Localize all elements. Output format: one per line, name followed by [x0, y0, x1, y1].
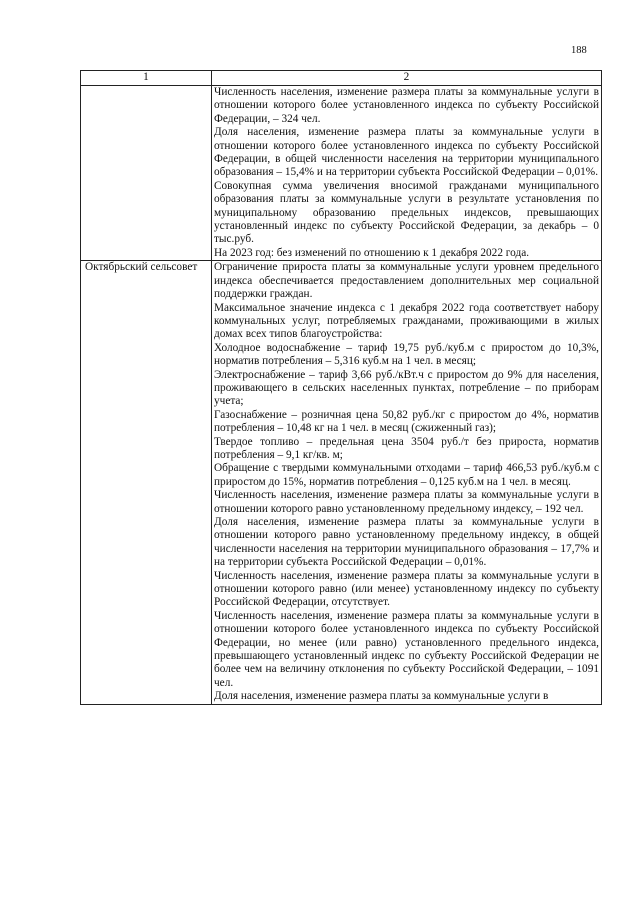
- paragraph: На 2023 год: без изменений по отношению к 1 декабря 2022 года.: [214, 246, 530, 259]
- table-row: [81, 261, 602, 704]
- table-row: [81, 86, 602, 261]
- paragraph: Ограничение прироста платы за коммунальные услуги уровнем предельного индекса обеспечивается предоставлением дополнительных мер социальной поддержки граждан.: [214, 261, 599, 301]
- table-header-row: [81, 71, 602, 86]
- page-number: 188: [571, 45, 587, 56]
- paragraph: Обращение с твердыми коммунальными отходами – тариф 466,53 руб./куб.м с приростом до 15%, норматив потребления – 0,125 куб.м на 1 чел. в месяц.: [214, 462, 599, 488]
- paragraph: Численность населения, изменение размера платы за коммунальные услуги в отношении которого более установленного индекса по субъекту Российской Федерации, но менее (или равно) установленного предельного индекса, превышающего установленный индекс по субъекту Российской Федерации не более чем на величину отклонения по субъекту Российской Федерации, – 1091 чел.: [214, 609, 599, 689]
- paragraph: Численность населения, изменение размера платы за коммунальные услуги в отношении которого равно установленному предельному индексу, – 192 чел.: [214, 489, 599, 515]
- document-table: [80, 70, 602, 705]
- paragraph: Электроснабжение – тариф 3,66 руб./кВт.ч с приростом до 9% для населения, проживающего в сельских населенных пунктах, потребление – по приборам учета;: [214, 368, 599, 408]
- column-header-1: 1: [81, 71, 212, 86]
- description-cell: [212, 261, 602, 704]
- region-cell: [81, 86, 212, 261]
- paragraph: Совокупная сумма увеличения вносимой гражданами муниципального образования платы за коммунальные услуги в результате установления по муниципальному образованию предельных индексов, превышающих установленный индекс по субъекту Российской Федерации, за декабрь – 0 тыс.руб.: [214, 179, 599, 246]
- paragraph: Доля населения, изменение размера платы за коммунальные услуги в: [214, 690, 549, 703]
- paragraph: Численность населения, изменение размера платы за коммунальные услуги в отношении которого равно (или менее) установленному индексу по субъекту Российской Федерации, отсутствует.: [214, 569, 599, 609]
- description-cell: [212, 86, 602, 261]
- paragraph: Численность населения, изменение размера платы за коммунальные услуги в отношении которого более установленного индекса по субъекту Российской Федерации, – 324 чел.: [214, 86, 599, 125]
- paragraph: Доля населения, изменение размера платы за коммунальные услуги в отношении которого более установленного индекса по субъекту Российской Федерации, в общей численности населения на территории муниципального образования – 15,4% и на территории субъекта Российской Федерации – 0,01%.: [214, 126, 599, 179]
- paragraph: Газоснабжение – розничная цена 50,82 руб./кг с приростом до 4%, норматив потребления – 10,48 кг на 1 чел. в месяц (сжиженный газ);: [214, 408, 599, 435]
- paragraph: Твердое топливо – предельная цена 3504 руб./т без прироста, норматив потребления – 9,1 кг/кв. м;: [214, 435, 599, 461]
- region-cell: Октябрьский сельсовет: [81, 261, 212, 704]
- paragraph: Холодное водоснабжение – тариф 19,75 руб./куб.м с приростом до 10,3%, норматив потребления – 5,316 куб.м на 1 чел. в месяц;: [214, 341, 599, 368]
- paragraph: Максимальное значение индекса с 1 декабря 2022 года соответствует набору коммунальных услуг, потребляемых гражданами, проживающими в жилых домах всех типов благоустройства:: [214, 301, 599, 341]
- column-header-2: 2: [212, 71, 602, 86]
- paragraph: Доля населения, изменение размера платы за коммунальные услуги в отношении которого равно установленному предельному индексу, в общей численности населения на территории муниципального образования – 17,7% и на территории субъекта Российской Федерации – 0,01%.: [214, 516, 599, 569]
